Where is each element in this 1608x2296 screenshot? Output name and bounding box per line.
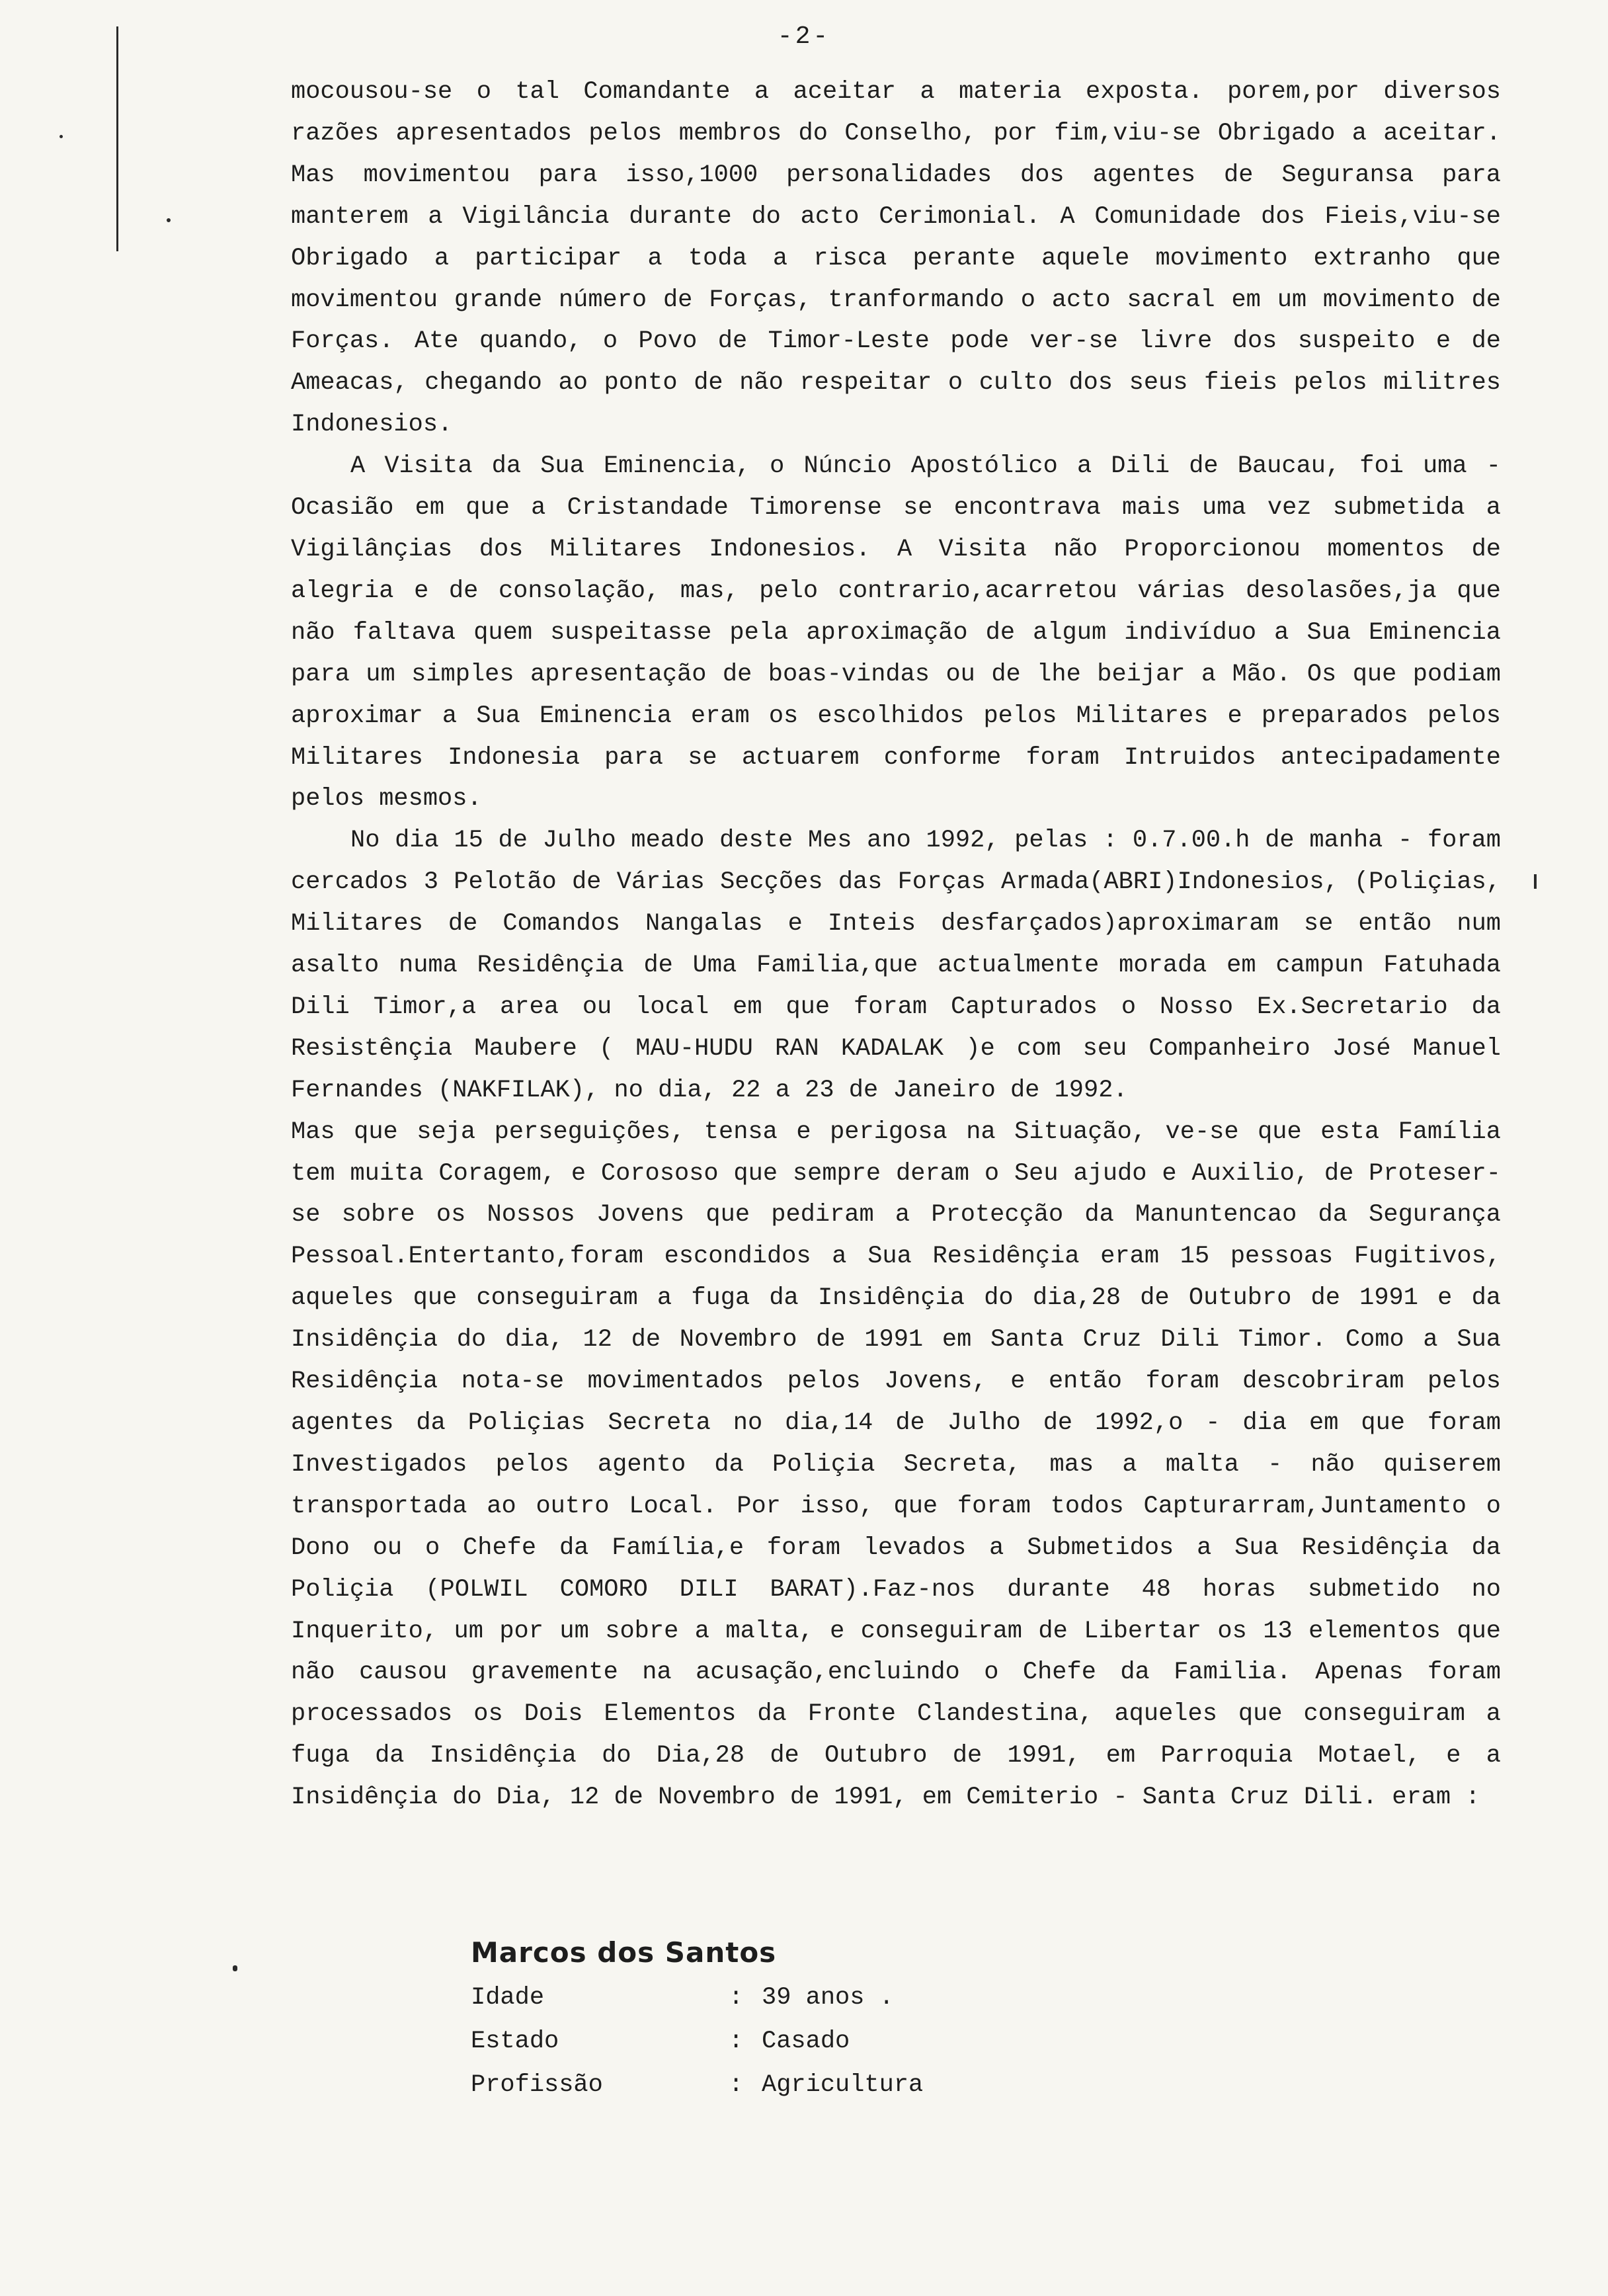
document-body xyxy=(291,71,1501,1819)
field-row-idade xyxy=(471,1976,1132,2020)
person-name: Marcos dos Santos xyxy=(471,1936,777,1969)
paragraph: No dia 15 de Julho meado deste Mes ano 1992, pelas : 0.7.00.h de manha - foram cercados 3 Pelotão de Várias Secções das Forças Armada(ABRI)Indonesios, (Poliçias, Militares de Comandos Nangalas e Inteis desfarçados)aproximaram se então num asalto numa Residênçia de Uma Familia,que actualmente morada em campun Fatuhada Dili Timor,a area ou local em que foram Capturados o Nosso Ex.Secretario da Resistênçia Maubere ( MAU-HUDU RAN KADALAK )e com seu Companheiro José Manuel Fernandes (NAKFILAK), no dia, 22 a 23 de Janeiro de 1992. xyxy=(291,827,1501,1104)
field-value: Agricultura xyxy=(762,2071,924,2099)
scan-dot xyxy=(167,218,171,222)
paragraph: Mas que seja perseguições, tensa e perigosa na Situação, ve-se que esta Família tem muita Coragem, e Corososo que sempre deram o Seu ajudo e Auxilio, de Proteser-se sobre os Nossos Jovens que pediram a Protecção da Manuntencao da Segurança Pessoal.Entertanto,foram escondidos a Sua Residênçia eram 15 pessoas Fugitivos, aqueles que conseguiram a fuga da Insidênçia do dia,28 de Outubro de 1991 e da Insidênçia do dia, 12 de Novembro de 1991 em Santa Cruz Dili Timor. Como a Sua Residênçia nota-se movimentados pelos Jovens, e então foram descobriram pelos agentes da Poliçias Secreta no dia,14 de Julho de 1992,o - dia em que foram Investigados pelos agento da Poliçia Secreta, mas a malta - não quiserem transportada ao outro Local. Por isso, que foram todos Capturarram,Juntamento o Dono ou o Chefe da Família,e foram levados a Submetidos a Sua Residênçia da Poliçia (POLWIL COMORO DILI BARAT).Faz-nos durante 48 horas submetido no Inquerito, um por um sobre a malta, e conseguiram de Libertar os 13 elementos que não causou gravemente na acusação,encluindo o Chefe da Familia. Apenas foram processados os Dois Elementos da Fronte Clandestina, aqueles que conseguiram a fuga da Insidênçia do Dia,28 de Outubro de 1991, em Parroquia Motael, e a Insidênçia do Dia, 12 de Novembro de 1991, em Cemiterio - Santa Cruz Dili. eram : xyxy=(291,1118,1501,1812)
field-separator: : xyxy=(729,1984,744,2012)
field-row-profissao xyxy=(471,2063,1132,2107)
scan-dot xyxy=(1534,874,1537,889)
field-label: Idade xyxy=(471,1984,545,2012)
paragraph: mocousou-se o tal Comandante a aceitar a materia exposta. porem,por diversos razões apresentados pelos membros do Conselho, por fim,viu-se Obrigado a aceitar. Mas movimentou para isso,1000 personalidades dos agentes de Seguransa para manterem a Vigilância durante do acto Cerimonial. A Comunidade dos Fieis,viu-se Obrigado a participar a toda a risca perante aquele movimento extranho que movimentou grande número de Forças, tranformando o acto sacral em um movimento de Forças. Ate quando, o Povo de Timor-Leste pode ver-se livre dos suspeito e de Ameacas, chegando ao ponto de não respeitar o culto dos seus fieis pelos militres Indonesios. xyxy=(291,78,1501,439)
paragraph: A Visita da Sua Eminencia, o Núncio Apostólico a Dili de Baucau, foi uma - Ocasião em que a Cristandade Timorense se encontrava mais uma vez submetida a Vigilânçias dos Militares Indonesios. A Visita não Proporcionou momentos de alegria e de consolação, mas, pelo contrario,acarretou várias desolasões,ja que não faltava quem suspeitasse pela aproximação de algum indivíduo a Sua Eminencia para um simples apresentação de boas-vindas ou de lhe beijar a Mão. Os que podiam aproximar a Sua Eminencia eram os escolhidos pelos Militares e preparados pelos Militares Indonesia para se actuarem conforme foram Intruidos antecipadamente pelos mesmos. xyxy=(291,452,1501,813)
scan-dot xyxy=(233,1965,237,1971)
person-record xyxy=(471,1930,1132,2107)
field-value: Casado xyxy=(762,2028,850,2055)
scan-edge-line xyxy=(116,26,118,251)
scan-dot xyxy=(60,135,63,138)
field-label: Estado xyxy=(471,2028,559,2055)
field-separator: : xyxy=(729,2028,744,2055)
page-number: -2- xyxy=(777,22,831,51)
field-separator: : xyxy=(729,2071,744,2099)
field-label: Profissão xyxy=(471,2071,603,2099)
field-value: 39 anos . xyxy=(762,1984,894,2012)
field-row-estado xyxy=(471,2020,1132,2063)
